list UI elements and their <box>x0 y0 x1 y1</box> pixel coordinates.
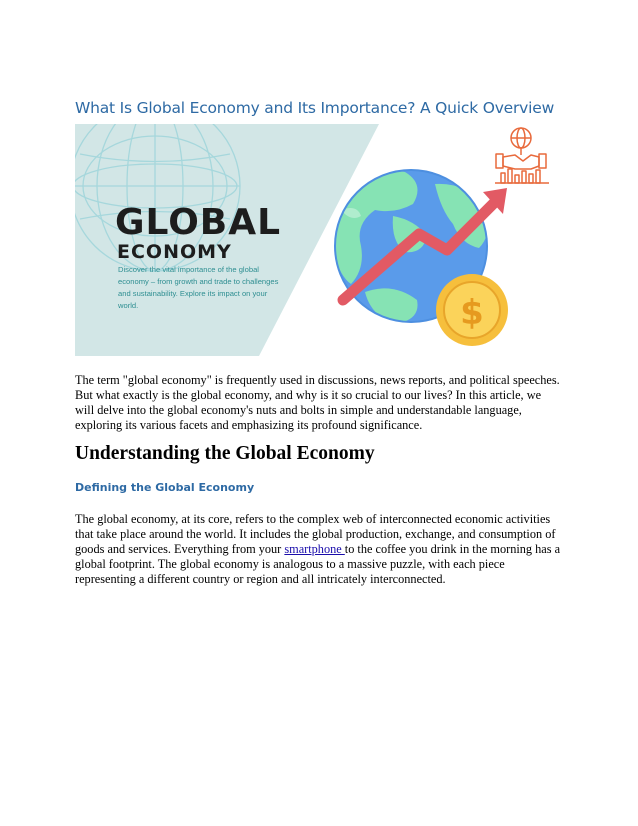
hero-caption-line: Discover the vital importance of the global <box>118 265 259 274</box>
intro-paragraph: The term "global economy" is frequently used in discussions, news reports, and political speeches. But what exactly is the global economy, and why is it so crucial to our lives? In this article, we will delve into the global economy's nuts and bolts in simple and understandable language, exploring its various facets and emphasizing its profound significance. <box>75 373 560 432</box>
section-heading: Understanding the Global Economy <box>75 443 375 464</box>
hero-banner-image <box>75 124 563 356</box>
hero-caption-line: world. <box>118 301 139 310</box>
smartphone-link[interactable]: smartphone <box>284 542 345 556</box>
hero-caption-line: and sustainability. Explore its impact on your <box>118 289 268 298</box>
body-paragraph <box>75 512 563 587</box>
hero-headline-global: GLOBAL <box>115 202 282 243</box>
handshake-trade-icon <box>495 128 549 183</box>
body-text-after-link: to the coffee you drink in the morning has a global footprint. The global economy is analogous to a massive puzzle, with each piece representing a different country or region and all intricately interconnected. <box>75 542 561 586</box>
article-title: What Is Global Economy and Its Importance? A Quick Overview <box>75 99 555 118</box>
svg-text:$: $ <box>460 293 484 333</box>
hero-caption-line: economy – from growth and trade to challenges <box>118 277 279 286</box>
body-text-before-link: The global economy, at its core, refers to the complex web of interconnected economic activities that take place around the world. It includes the global production, exchange, and consumption of goods and services. Everything from your <box>75 512 556 556</box>
subsection-heading: Defining the Global Economy <box>75 481 255 494</box>
dollar-coin-icon <box>436 274 508 346</box>
hero-headline-economy: ECONOMY <box>117 241 232 263</box>
